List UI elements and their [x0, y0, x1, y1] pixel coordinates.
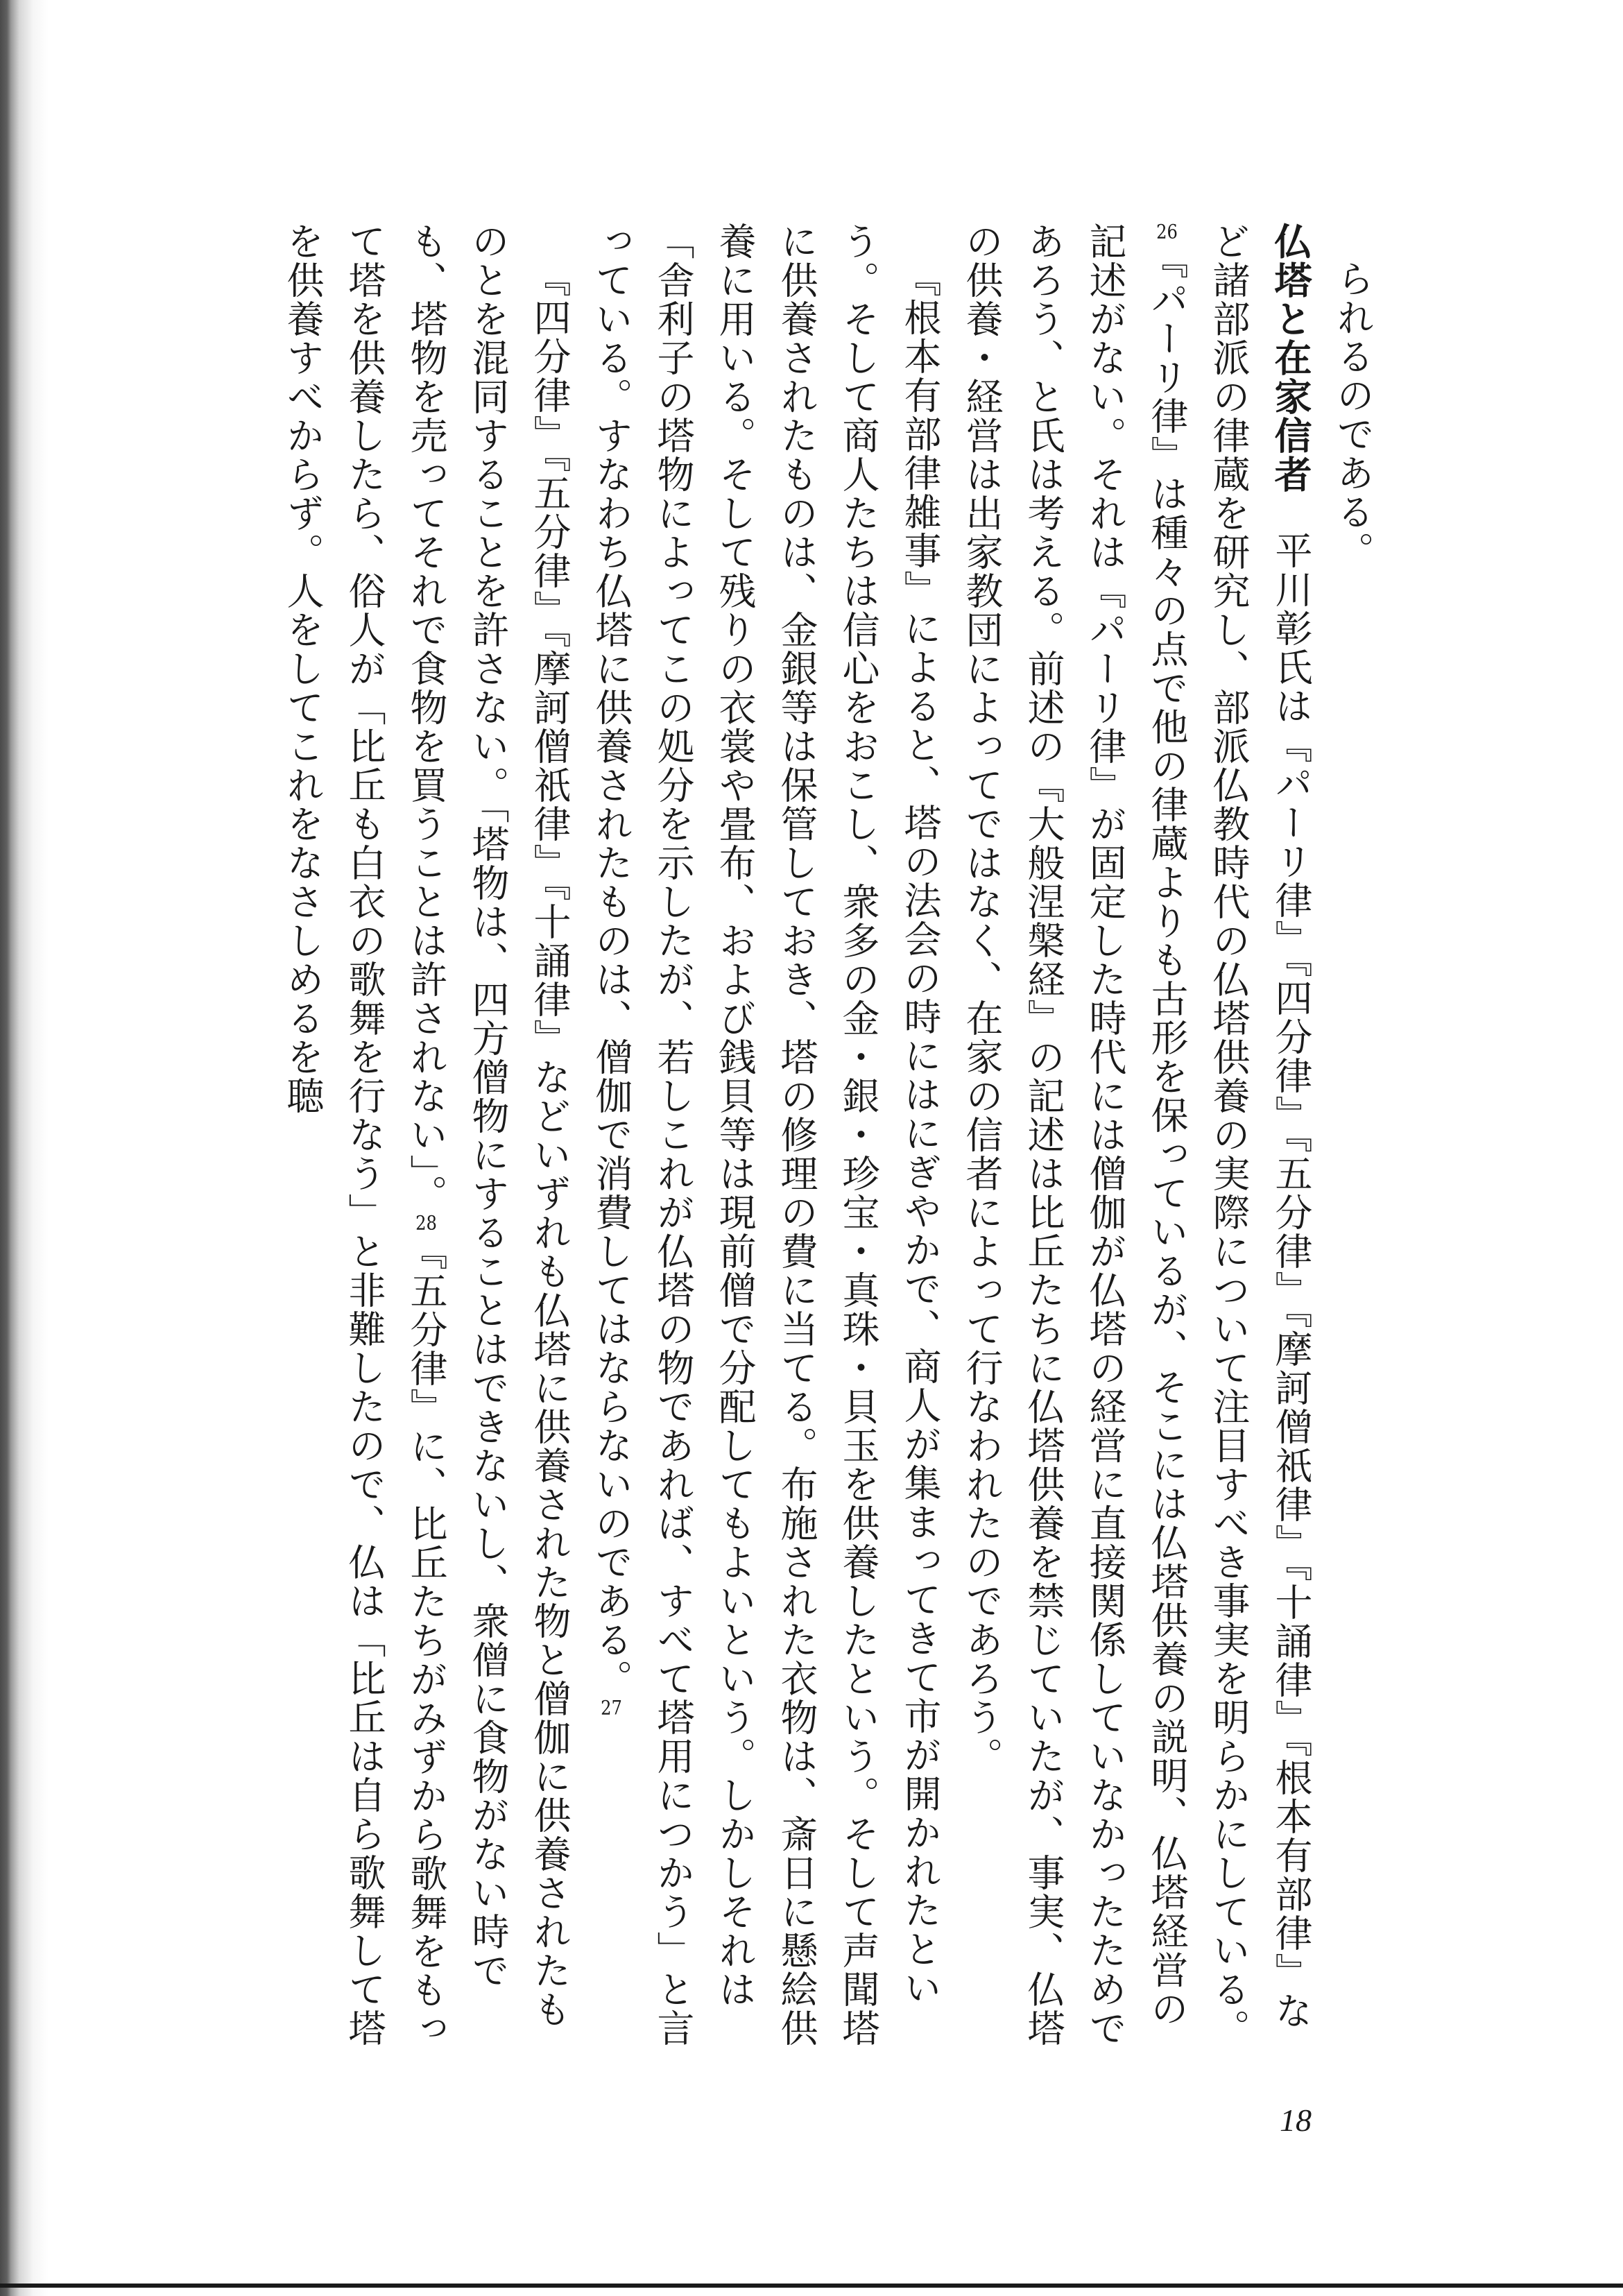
scan-binding-edge: [0, 0, 49, 2296]
vertical-text-block: [177, 222, 1384, 2053]
section-heading: 仏塔と在家信者: [1269, 222, 1313, 494]
footnote-marker-26: 26: [1156, 222, 1178, 241]
paragraph-3-text-a: 『四分律』『五分律』『摩訶僧祇律』『十誦律』などいずれも仏塔に供養された物と僧伽に供養されたものとを混同することを許さない。「塔物は、四方僧物にすることはできないし、衆僧に食物がない時でも、塔物を売ってそれで食物を買うことは許されない」。: [404, 222, 572, 2029]
paragraph-3-text-b: 『五分律』に、比丘たちがみずから歌舞をもって塔を供養したら、俗人が「比丘も白衣の歌舞を行なう」と非難したので、仏は「比丘は自ら歌舞して塔を供養すべからず。人をしてこれをなさしめるを聴: [281, 222, 448, 2048]
paragraph-2-text: 『根本有部律雑事』によると、塔の法会の時にはにぎやかで、商人が集まってきて市が開かれたという。そして商人たちは信心をおこし、衆多の金・銀・珍宝・真珠・貝玉を供養したという。そして声聞塔に供養されたものは、金銀等は保管しておき、塔の修理の費に当てる。布施された衣物は、斎日に懸絵供養に用いる。そして残りの衣裳や畳布、および銭貝等は現前僧で分配してもよいという。しかしそれは「舎利子の塔物によってこの処分を示したが、若しこれが仏塔の物であれば、すべて塔用につかう」と言っている。すなわち仏塔に供養されたものは、僧伽で消費してはならないのである。: [590, 222, 942, 2048]
opening-line: [1322, 222, 1384, 2053]
paragraph-1-text-b: 『パーリ律』は種々の点で他の律蔵よりも古形を保っているが、そこには仏塔供養の説明、仏塔経営の記述がない。それは『パーリ律』が固定した時代には僧伽が仏塔の経営に直接関係していなかったためであろう、と氏は考える。前述の『大般涅槃経』の記述は比丘たちに仏塔供養を禁じていたが、事実、仏塔の供養・経営は出家教団によってではなく、在家の信者によって行なわれたのであろう。: [960, 222, 1189, 2048]
footnote-marker-27: 27: [601, 1698, 622, 1717]
footnote-marker-28: 28: [415, 1213, 437, 1233]
paragraph-3: [272, 222, 581, 2053]
paragraph-2: [581, 222, 951, 2053]
opening-line-text: られるのである。: [1331, 259, 1375, 570]
page-number: 18: [1280, 2102, 1312, 2138]
bottom-scan-edge: [0, 2284, 1623, 2288]
paragraph-1: [951, 222, 1322, 2053]
paragraph-1-text-a: 平川彰氏は『パーリ律』『四分律』『五分律』『摩訶僧祇律』『十誦律』『根本有部律』など諸部派の律蔵を研究し、部派仏教時代の仏塔供養の実際について注目すべき事実を明らかにしている。: [1207, 222, 1313, 2048]
